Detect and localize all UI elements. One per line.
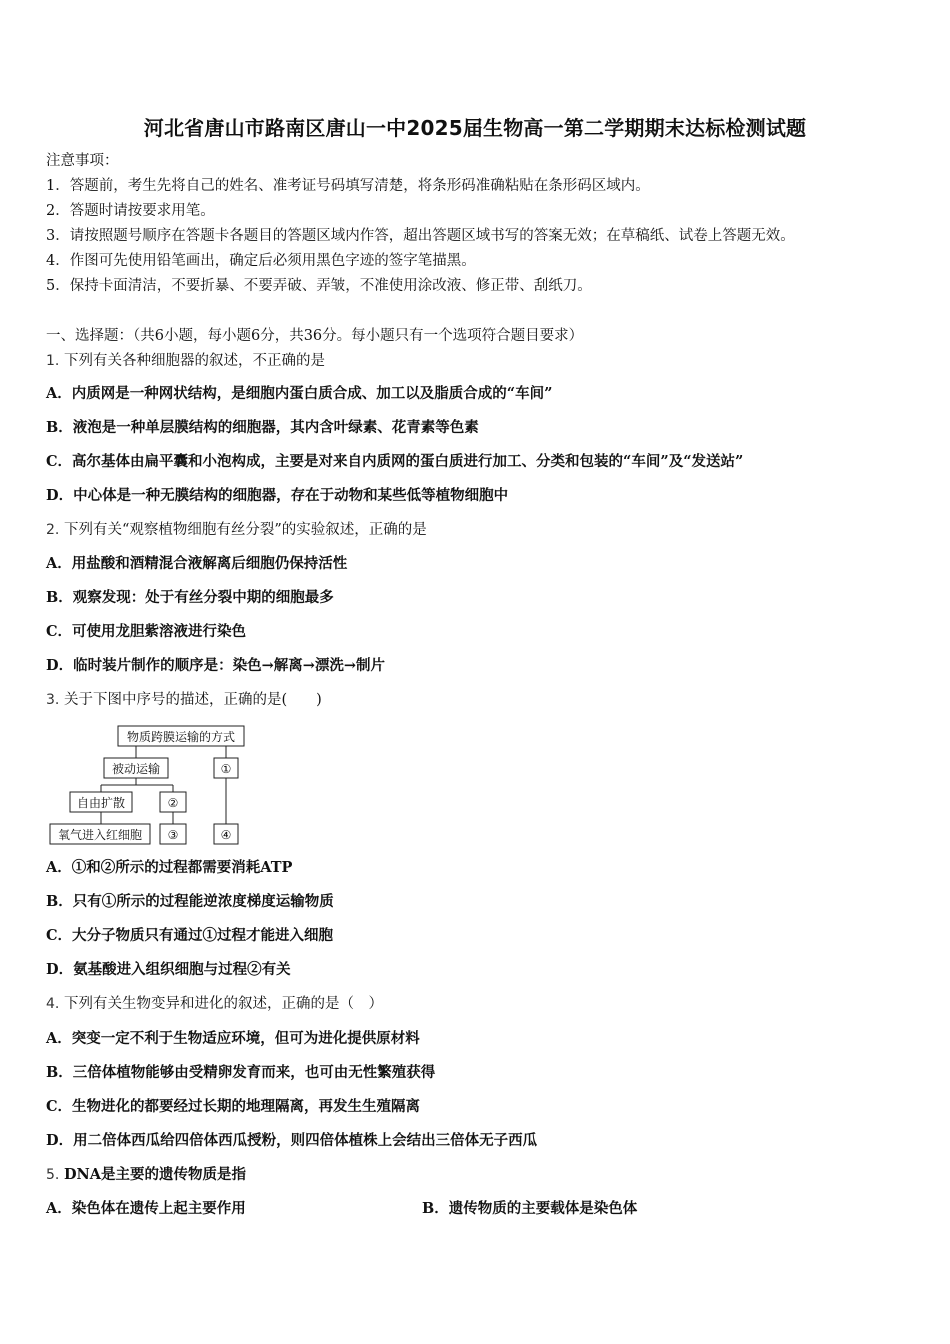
option: A．染色体在遗传上起主要作用 [46,1200,246,1217]
diagram-simple-label: 自由扩散 [76,796,126,810]
option: B．液泡是一种单层膜结构的细胞器，其内含叶绿素、花青素等色素 [46,419,479,436]
diagram-root-label: 物质跨膜运输的方式 [126,730,236,744]
option: D．用二倍体西瓜给四倍体西瓜授粉，则四倍体植株上会结出三倍体无子西瓜 [46,1132,538,1149]
transport-diagram [48,722,248,848]
page-title: 河北省唐山市路南区唐山一中2025届生物高一第二学期期末达标检测试题 [143,116,807,140]
diagram-oxygen-label: 氧气进入红细胞 [57,828,143,842]
option: A．①和②所示的过程都需要消耗ATP [46,859,293,876]
question-text: 下列有关生物变异和进化的叙述，正确的是（ ） [63,996,383,1012]
option: D．中心体是一种无膜结构的细胞器，存在于动物和某些低等植物细胞中 [46,487,509,504]
option-row [46,1199,906,1219]
question-text: 下列有关各种细胞器的叙述，不正确的是 [63,353,325,369]
diagram-n2-label: ② [167,796,179,810]
option: A．内质网是一种网状结构，是细胞内蛋白质合成、加工以及脂质合成的“车间” [46,385,553,402]
question-number: 5. [46,1167,60,1183]
option: B．只有①所示的过程能逆浓度梯度运输物质 [46,893,334,910]
diagram-n1-label: ① [220,762,232,776]
notice-item: 3．请按照题号顺序在答题卡各题目的答题区域内作答，超出答题区域书写的答案无效；在草稿纸、试卷上答题无效。 [46,228,795,244]
option: D．临时装片制作的顺序是：染色→解离→漂洗→制片 [46,657,386,674]
section-heading: 一、选择题：（共6小题，每小题6分，共36分。每小题只有一个选项符合题目要求） [46,328,584,344]
option: C．大分子物质只有通过①过程才能进入细胞 [46,927,334,944]
diagram-n3-label: ③ [167,828,179,842]
notice-item: 2．答题时请按要求用笔。 [46,203,215,219]
notice-heading: 注意事项： [46,153,119,169]
notice-item: 4．作图可先使用铅笔画出，确定后必须用黑色字迹的签字笔描黑。 [46,253,476,269]
question-text: DNA是主要的遗传物质是指 [63,1166,247,1183]
question-text: 下列有关“观察植物细胞有丝分裂”的实验叙述，正确的是 [63,522,427,538]
question-stem [46,994,383,1014]
option: B．三倍体植物能够由受精卵发育而来，也可由无性繁殖获得 [46,1064,436,1081]
notice-item: 5．保持卡面清洁，不要折暴、不要弄破、弄皱，不准使用涂改液、修正带、刮纸刀。 [46,278,592,294]
question-number: 4. [46,996,60,1012]
option: C．高尔基体由扁平囊和小泡构成，主要是对来自内质网的蛋白质进行加工、分类和包装的“车间”及“发送站” [46,453,744,470]
option: B．观察发现：处于有丝分裂中期的细胞最多 [46,589,334,606]
option: B．遗传物质的主要载体是染色体 [422,1200,638,1217]
question-number: 2. [46,522,60,538]
diagram-passive-label: 被动运输 [111,762,161,776]
option: D．氨基酸进入组织细胞与过程②有关 [46,961,291,978]
option: C．生物进化的都要经过长期的地理隔离，再发生生殖隔离 [46,1098,421,1115]
diagram-n4-label: ④ [220,828,232,842]
question-stem [46,351,325,371]
question-stem [46,520,427,540]
question-stem [46,1165,246,1185]
option: A．用盐酸和酒精混合液解离后细胞仍保持活性 [46,555,348,572]
question-stem [46,690,322,710]
option: C．可使用龙胆紫溶液进行染色 [46,623,247,640]
question-number: 1. [46,353,60,369]
option: A．突变一定不利于生物适应环境，但可为进化提供原材料 [46,1030,420,1047]
question-number: 3. [46,692,60,708]
notice-item: 1．答题前，考生先将自己的姓名、准考证号码填写清楚，将条形码准确粘贴在条形码区域内。 [46,178,650,194]
question-text: 关于下图中序号的描述，正确的是( ) [63,692,322,708]
